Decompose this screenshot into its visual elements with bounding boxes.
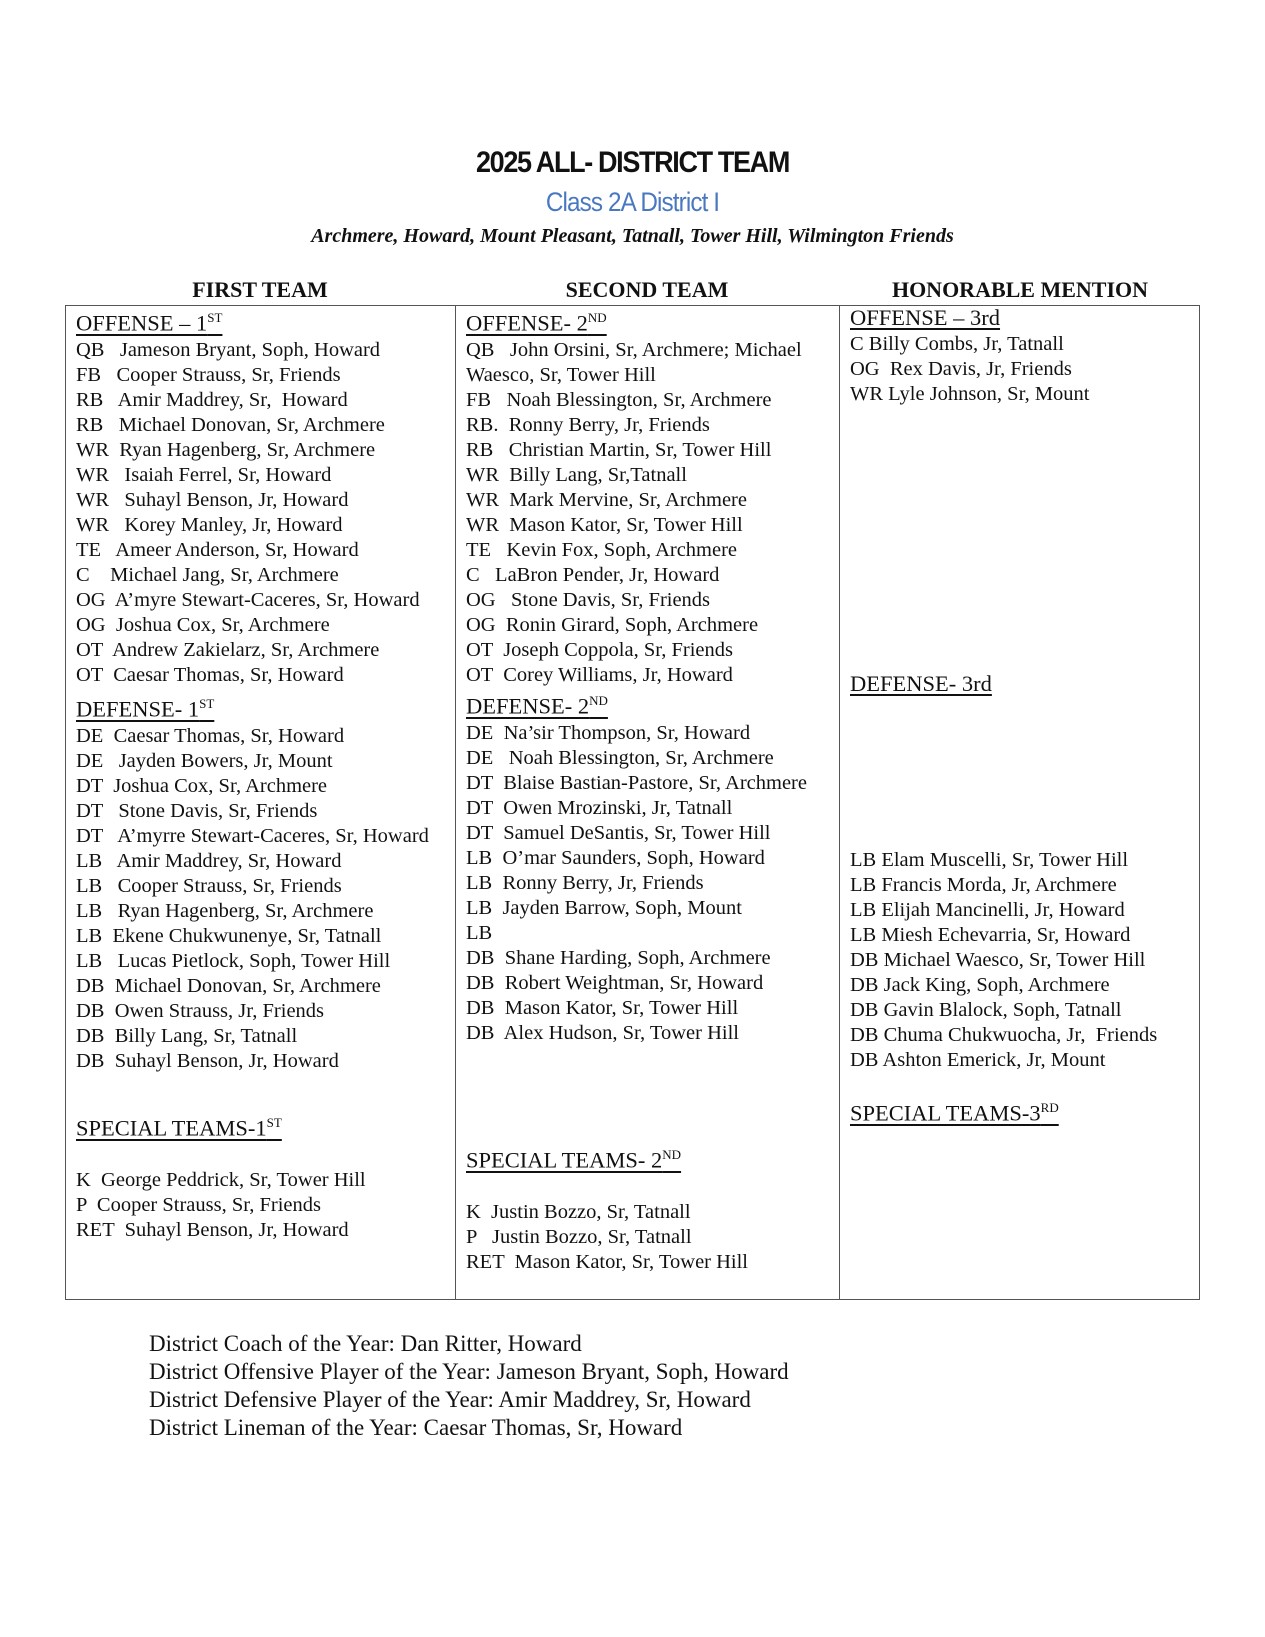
section-title: DEFENSE- 2	[466, 693, 590, 719]
player-row: FB Cooper Strauss, Sr, Friends	[76, 363, 341, 386]
section-title: SPECIAL TEAMS-1	[76, 1115, 267, 1141]
player-row: C LaBron Pender, Jr, Howard	[466, 563, 720, 586]
player-row: DT Blaise Bastian-Pastore, Sr, Archmere	[466, 771, 807, 794]
player-row: WR Korey Manley, Jr, Howard	[76, 513, 343, 536]
player-row: OG Rex Davis, Jr, Friends	[850, 358, 1072, 380]
player-row: QB Jameson Bryant, Soph, Howard	[76, 338, 381, 361]
player-row: WR Ryan Hagenberg, Sr, Archmere	[76, 438, 376, 461]
section-title: OFFENSE – 3rd	[850, 305, 1001, 330]
section-ordinal: ST	[199, 696, 215, 711]
column-header-first-team: FIRST TEAM	[192, 277, 328, 302]
honorable-offense-section	[850, 304, 1194, 407]
schools-list: Archmere, Howard, Mount Pleasant, Tatnall, Tower Hill, Wilmington Friends	[311, 225, 954, 247]
player-row: K George Peddrick, Sr, Tower Hill	[76, 1168, 366, 1191]
player-row: DB Ashton Emerick, Jr, Mount	[850, 1049, 1106, 1071]
player-row: LB Ekene Chukwunenye, Sr, Tatnall	[76, 924, 382, 947]
section-heading	[850, 304, 1000, 332]
player-row: WR Suhayl Benson, Jr, Howard	[76, 488, 349, 511]
player-row: DT Stone Davis, Sr, Friends	[76, 799, 318, 822]
player-row: OG Stone Davis, Sr, Friends	[466, 588, 711, 611]
section-ordinal: ND	[587, 310, 607, 325]
player-row: DB Gavin Blalock, Soph, Tatnall	[850, 999, 1122, 1021]
player-row: LB Elam Muscelli, Sr, Tower Hill	[850, 849, 1129, 871]
player-row: DB Suhayl Benson, Jr, Howard	[76, 1049, 339, 1072]
player-row: LB Ronny Berry, Jr, Friends	[466, 871, 704, 894]
section-title: SPECIAL TEAMS- 2	[466, 1147, 663, 1173]
section-title: DEFENSE- 1	[76, 696, 200, 722]
player-row: WR Billy Lang, Sr,Tatnall	[466, 463, 687, 486]
second-special-section	[466, 1141, 833, 1275]
player-row: DB Michael Waesco, Sr, Tower Hill	[850, 949, 1146, 971]
player-row: RB Amir Maddrey, Sr, Howard	[76, 388, 348, 411]
section-title: SPECIAL TEAMS-3	[850, 1100, 1041, 1126]
player-row: LB Cooper Strauss, Sr, Friends	[76, 874, 342, 897]
player-row: WR Mark Mervine, Sr, Archmere	[466, 488, 747, 511]
section-heading	[466, 304, 607, 338]
player-row: OT Corey Williams, Jr, Howard	[466, 663, 733, 686]
player-row: OT Andrew Zakielarz, Sr, Archmere	[76, 638, 380, 661]
player-row: DB Shane Harding, Soph, Archmere	[466, 946, 771, 969]
honorable-special-section	[850, 1094, 1194, 1128]
player-row: C Billy Combs, Jr, Tatnall	[850, 333, 1064, 355]
player-row: DB Alex Hudson, Sr, Tower Hill	[466, 1021, 739, 1044]
section-heading	[850, 670, 992, 698]
first-defense-section	[76, 690, 449, 1074]
player-row: DE Noah Blessington, Sr, Archmere	[466, 746, 774, 769]
section-title: OFFENSE- 2	[466, 310, 588, 336]
section-heading	[76, 690, 214, 724]
first-offense-section	[76, 304, 449, 688]
player-row: DB Robert Weightman, Sr, Howard	[466, 971, 764, 994]
player-row: LB Amir Maddrey, Sr, Howard	[76, 849, 342, 872]
award-coach: District Coach of the Year: Dan Ritter, Howard	[149, 1331, 582, 1356]
column-header-honorable-mention: HONORABLE MENTION	[891, 277, 1149, 302]
player-row: RB. Ronny Berry, Jr, Friends	[466, 413, 710, 436]
player-row: RET Suhayl Benson, Jr, Howard	[76, 1218, 349, 1241]
player-row: WR Mason Kator, Sr, Tower Hill	[466, 513, 743, 536]
player-row: LB Miesh Echevarria, Sr, Howard	[850, 924, 1131, 946]
player-row: DB Michael Donovan, Sr, Archmere	[76, 974, 381, 997]
player-row: DE Na’sir Thompson, Sr, Howard	[466, 721, 751, 744]
section-ordinal: ST	[207, 310, 223, 325]
player-row: FB Noah Blessington, Sr, Archmere	[466, 388, 772, 411]
player-row: OG Ronin Girard, Soph, Archmere	[466, 613, 759, 636]
award-lineman: District Lineman of the Year: Caesar Thomas, Sr, Howard	[149, 1415, 683, 1440]
second-team-column	[456, 306, 840, 1299]
player-row: OG A’myre Stewart-Caceres, Sr, Howard	[76, 588, 420, 611]
player-row: LB Lucas Pietlock, Soph, Tower Hill	[76, 949, 391, 972]
award-offensive-player: District Offensive Player of the Year: Jameson Bryant, Soph, Howard	[149, 1359, 789, 1384]
first-team-column	[66, 306, 456, 1299]
player-row: DT Samuel DeSantis, Sr, Tower Hill	[466, 821, 771, 844]
section-heading	[76, 1109, 282, 1143]
player-row: TE Kevin Fox, Soph, Archmere	[466, 538, 738, 561]
section-heading	[466, 1141, 681, 1175]
player-row: OG Joshua Cox, Sr, Archmere	[76, 613, 330, 636]
section-title: DEFENSE- 3rd	[850, 671, 992, 696]
section-ordinal: ND	[589, 693, 608, 708]
second-offense-section	[466, 304, 833, 688]
player-row: OT Caesar Thomas, Sr, Howard	[76, 663, 344, 686]
player-row: LB Francis Morda, Jr, Archmere	[850, 874, 1117, 896]
player-row: LB O’mar Saunders, Soph, Howard	[466, 846, 765, 869]
player-row: RB Michael Donovan, Sr, Archmere	[76, 413, 385, 436]
player-row: TE Ameer Anderson, Sr, Howard	[76, 538, 359, 561]
player-row: DB Billy Lang, Sr, Tatnall	[76, 1024, 298, 1047]
section-heading	[76, 304, 222, 338]
player-row: K Justin Bozzo, Sr, Tatnall	[466, 1200, 691, 1223]
player-row: RB Christian Martin, Sr, Tower Hill	[466, 438, 772, 461]
honorable-mention-column	[840, 306, 1200, 1299]
player-row: OT Joseph Coppola, Sr, Friends	[466, 638, 734, 661]
player-row: P Justin Bozzo, Sr, Tatnall	[466, 1225, 692, 1248]
player-row: LB	[466, 921, 493, 944]
player-row: DE Jayden Bowers, Jr, Mount	[76, 749, 333, 772]
honorable-defense-section	[850, 670, 1194, 1073]
player-row: P Cooper Strauss, Sr, Friends	[76, 1193, 321, 1216]
player-row: DB Chuma Chukwuocha, Jr, Friends	[850, 1024, 1158, 1046]
player-row: WR Lyle Johnson, Sr, Mount	[850, 383, 1090, 405]
player-row: LB Elijah Mancinelli, Jr, Howard	[850, 899, 1125, 921]
section-heading	[850, 1094, 1059, 1128]
player-row: LB Jayden Barrow, Soph, Mount	[466, 896, 742, 919]
section-heading	[466, 687, 608, 721]
page-subtitle: Class 2A District I	[545, 187, 720, 217]
section-title: OFFENSE – 1	[76, 310, 208, 336]
player-row: DT A’myrre Stewart-Caceres, Sr, Howard	[76, 824, 429, 847]
player-row: LB Ryan Hagenberg, Sr, Archmere	[76, 899, 374, 922]
player-row: C Michael Jang, Sr, Archmere	[76, 563, 339, 586]
section-ordinal: ST	[266, 1115, 282, 1130]
player-row: DT Joshua Cox, Sr, Archmere	[76, 774, 328, 797]
section-ordinal: RD	[1040, 1100, 1059, 1115]
first-special-section	[76, 1109, 449, 1243]
player-row: DB Jack King, Soph, Archmere	[850, 974, 1110, 996]
column-header-second-team: SECOND TEAM	[565, 277, 729, 302]
second-defense-section	[466, 687, 833, 1046]
player-row: RET Mason Kator, Sr, Tower Hill	[466, 1250, 749, 1273]
all-district-table	[65, 305, 1200, 1300]
section-ordinal: ND	[662, 1147, 682, 1162]
player-row: WR Isaiah Ferrel, Sr, Howard	[76, 463, 332, 486]
player-row: DB Mason Kator, Sr, Tower Hill	[466, 996, 739, 1019]
player-row: DB Owen Strauss, Jr, Friends	[76, 999, 325, 1022]
awards-list	[149, 1330, 789, 1442]
award-defensive-player: District Defensive Player of the Year: Amir Maddrey, Sr, Howard	[149, 1387, 751, 1412]
player-row: QB John Orsini, Sr, Archmere; Michael Waesco, Sr, Tower Hill	[466, 338, 807, 386]
player-row: DE Caesar Thomas, Sr, Howard	[76, 724, 345, 747]
page-title: 2025 ALL- DISTRICT TEAM	[475, 146, 789, 179]
player-row: DT Owen Mrozinski, Jr, Tatnall	[466, 796, 733, 819]
